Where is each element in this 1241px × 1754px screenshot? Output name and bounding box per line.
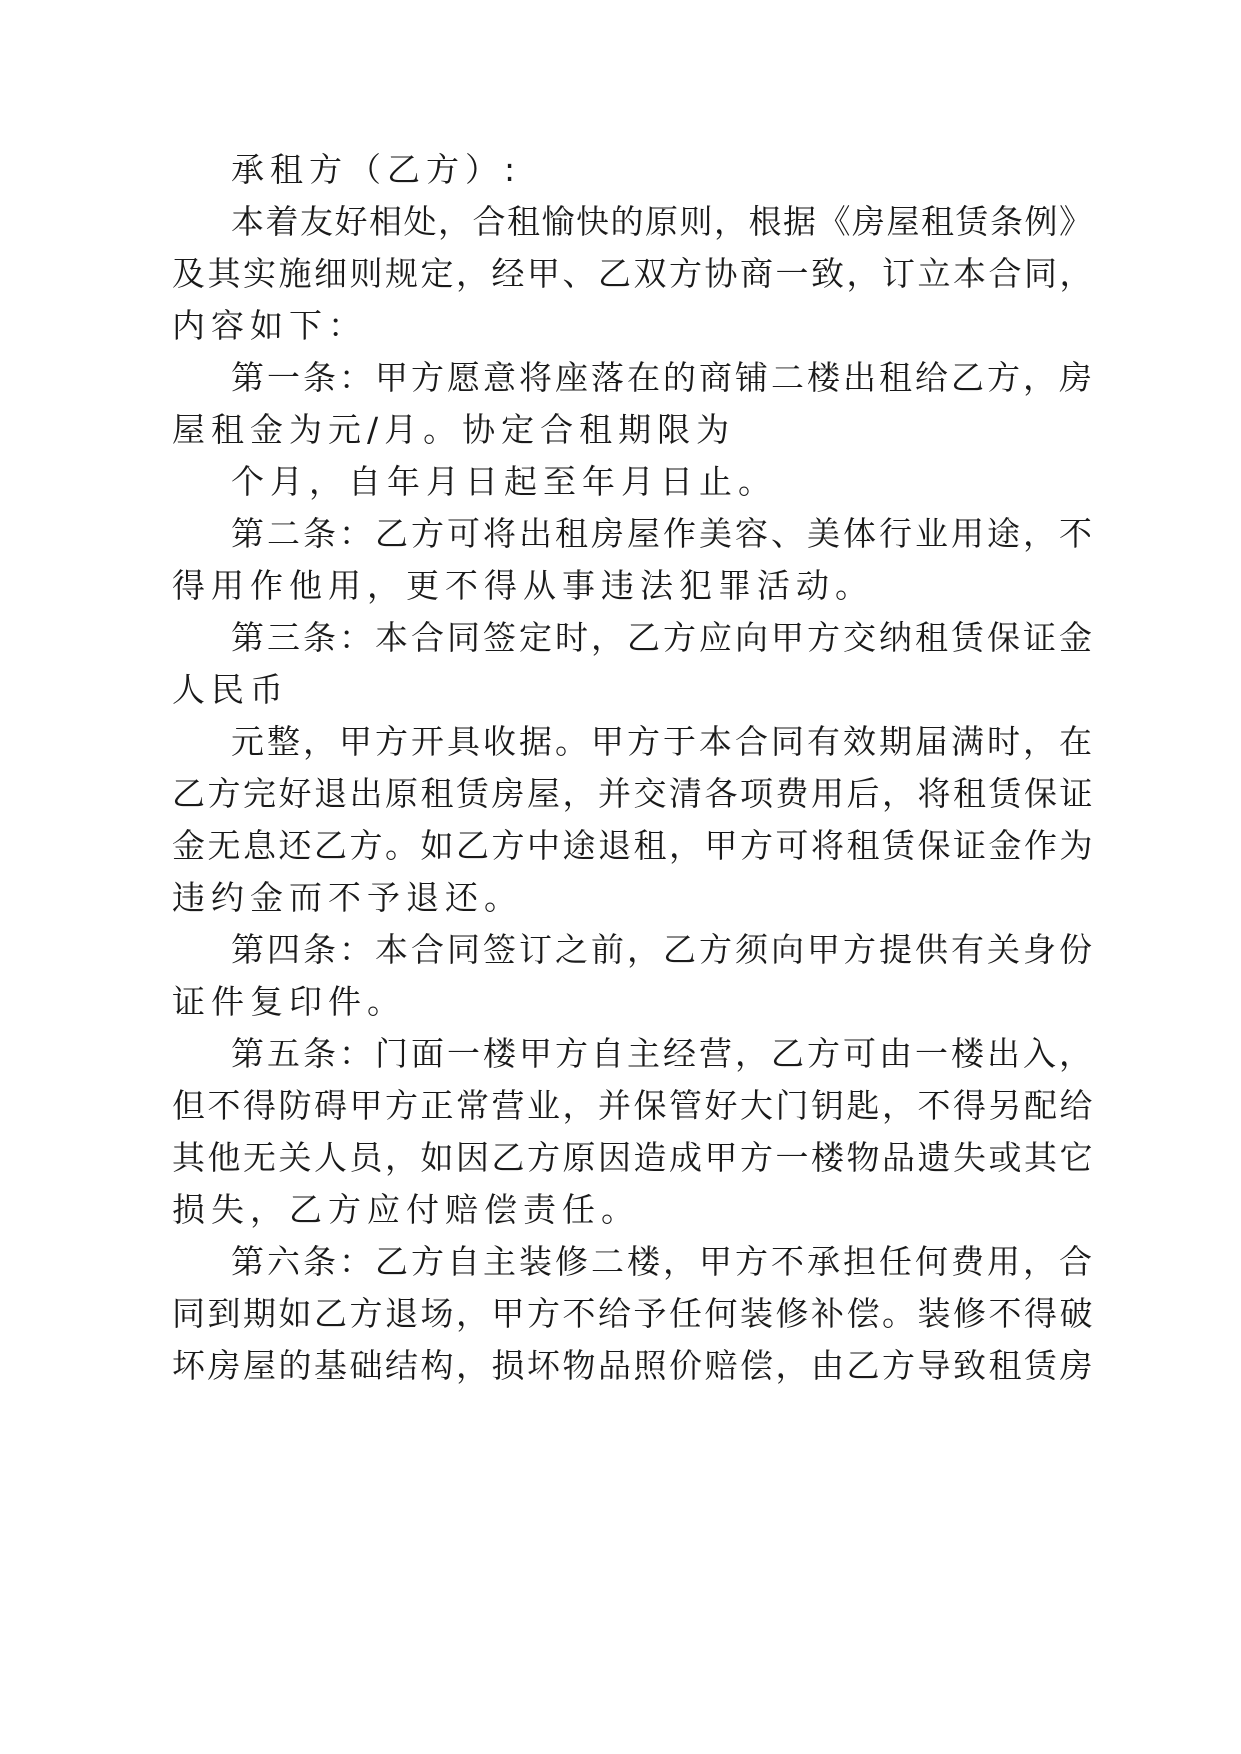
text-line: 其他无关人员，如因乙方原因造成甲方一楼物品遗失或其它 (172, 1138, 1095, 1177)
text-line: 屋租金为元/月。协定合租期限为 (172, 410, 736, 449)
text-line: 第一条：甲方愿意将座落在的商铺二楼出租给乙方，房 (231, 358, 1095, 397)
text-line: 第三条：本合同签定时，乙方应向甲方交纳租赁保证金 (231, 618, 1095, 657)
text-line: 第五条：门面一楼甲方自主经营，乙方可由一楼出入， (231, 1034, 1095, 1073)
text-line: 乙方完好退出原租赁房屋，并交清各项费用后，将租赁保证 (172, 774, 1095, 813)
text-line: 内容如下： (172, 306, 367, 345)
text-line: 但不得防碍甲方正常营业，并保管好大门钥匙，不得另配给 (172, 1086, 1095, 1125)
text-line: 第六条：乙方自主装修二楼，甲方不承担任何费用，合 (231, 1242, 1095, 1281)
text-line: 及其实施细则规定，经甲、乙双方协商一致，订立本合同， (172, 254, 1095, 293)
text-line: 人民币 (172, 670, 289, 709)
text-line: 损失，乙方应付赔偿责任。 (172, 1190, 640, 1229)
text-line: 得用作他用，更不得从事违法犯罪活动。 (172, 566, 874, 605)
text-line: 同到期如乙方退场，甲方不给予任何装修补偿。装修不得破 (172, 1294, 1095, 1333)
text-line: 个月，自年月日起至年月日止。 (231, 462, 777, 501)
text-line: 第四条：本合同签订之前，乙方须向甲方提供有关身份 (231, 930, 1095, 969)
text-line: 本着友好相处，合租愉快的原则，根据《房屋租赁条例》 (231, 202, 1094, 241)
text-line: 第二条：乙方可将出租房屋作美容、美体行业用途，不 (231, 514, 1095, 553)
text-line: 证件复印件。 (172, 982, 406, 1021)
text-line: 金无息还乙方。如乙方中途退租，甲方可将租赁保证金作为 (172, 826, 1095, 865)
text-line: 坏房屋的基础结构，损坏物品照价赔偿，由乙方导致租赁房 (172, 1346, 1095, 1385)
text-line: 元整，甲方开具收据。甲方于本合同有效期届满时，在 (231, 722, 1095, 761)
text-line: 承租方（乙方）: (231, 150, 522, 189)
text-line: 违约金而不予退还。 (172, 878, 523, 917)
